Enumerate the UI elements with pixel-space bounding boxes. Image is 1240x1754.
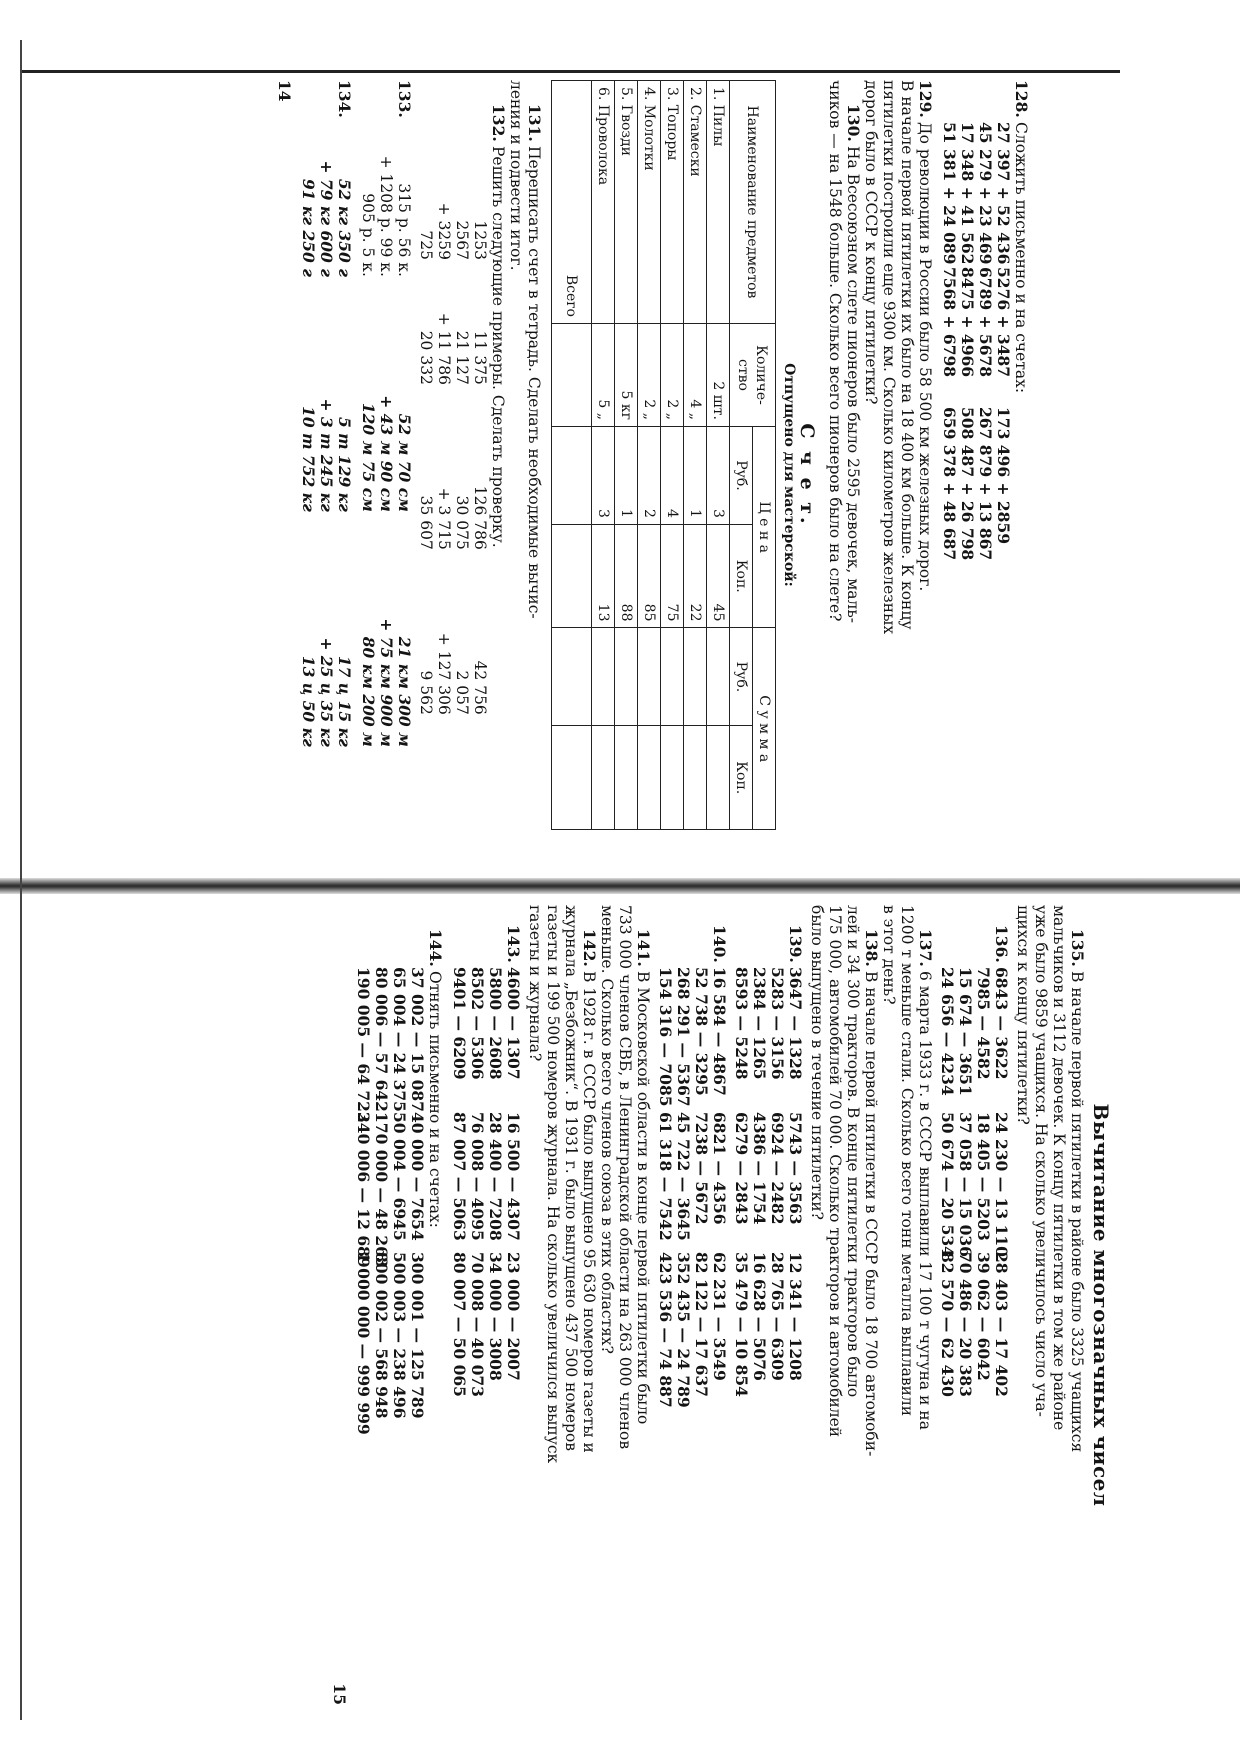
difference-item: 50 004 — 6945 — [390, 1112, 409, 1241]
difference-item: 50 674 — 20 534 — [938, 1112, 957, 1257]
table-row — [615, 81, 638, 830]
text-line: газеты и 199 500 номеров журнала. На сколько увеличился выпуск — [544, 905, 562, 1464]
operand: 13 ц 50 кг — [299, 655, 318, 747]
operand: 21 км 300 м — [395, 636, 414, 747]
text-line: В начале первой пятилетки их было на 18 400 км больше. К концу — [898, 80, 916, 630]
difference-item: 5800 — 2608 — [486, 967, 505, 1080]
difference-item: 62 231 — 3549 — [710, 1252, 729, 1381]
operand: + 11 786 — [435, 312, 453, 385]
difference-item: 8593 — 5248 — [732, 967, 751, 1080]
table-row — [684, 81, 707, 830]
item-qty: 2 „ — [638, 324, 661, 427]
operand: 52 кг 350 г — [335, 178, 354, 277]
header-sum: С у м м а — [753, 628, 776, 830]
item-kop: 85 — [638, 524, 661, 628]
right-page — [100, 905, 1113, 1705]
text-line: 6 марта 1933 г. в СССР выплавили 17 100 т чугуна и на — [916, 971, 934, 1430]
text-line: в этот день? — [880, 905, 898, 1005]
left-page — [70, 80, 1030, 870]
item-name: 5. Гвозди — [615, 81, 638, 324]
exercise-number: 142. — [580, 929, 599, 967]
exercise-number: 134. — [335, 80, 354, 118]
difference-item: 28 400 — 7208 — [486, 1112, 505, 1241]
difference-item: 5283 — 3156 — [768, 967, 787, 1080]
operand: + 79 кг 600 г — [317, 160, 336, 277]
operand: 5 т 129 кг — [335, 416, 354, 512]
exercise-139 — [732, 905, 804, 1705]
exercise-138 — [808, 905, 880, 1705]
difference-item: 2384 — 1265 — [750, 967, 769, 1080]
column — [417, 555, 489, 715]
operand: 80 км 200 м — [359, 636, 378, 747]
exercise-number: 141. — [634, 929, 653, 967]
sum-item: 45 279 + 23 469 — [976, 122, 995, 265]
text-line: В начале первой пятилетки в СССР было 18 700 автомоби- — [862, 971, 880, 1457]
item-name: 1. Пилы — [707, 81, 730, 324]
exercise-140 — [656, 905, 728, 1705]
header-name: Наименование предметов — [730, 81, 776, 324]
operand: 30 075 — [453, 495, 471, 550]
table-row — [661, 81, 684, 830]
exercise-number: 140. — [710, 925, 729, 963]
difference-item: 423 536 — 74 887 — [656, 1252, 675, 1408]
difference-item: 16 500 — 4307 — [504, 1112, 523, 1241]
item-rub: 3 — [592, 427, 615, 525]
item-name: 2. Стамески — [684, 81, 707, 324]
difference-item: 37 002 — 15 087 — [408, 967, 427, 1112]
text-line: 175 000, автомобилей 70 000. Сколько тракторов и автомобилей — [826, 905, 844, 1438]
page-number: 14 — [275, 80, 294, 102]
text-line: меньше. Сколько всего членов союза в этих областях? — [598, 905, 616, 1354]
empty-cell — [684, 628, 707, 726]
operand: 21 127 — [453, 330, 471, 385]
section-heading: Вычитание многозначных чисел — [1089, 1103, 1113, 1507]
header-kop: Коп. — [730, 524, 753, 628]
text-line: было выпущено в течение пятилетки? — [808, 905, 826, 1220]
difference-item: 15 674 — 3651 — [956, 967, 975, 1096]
exercise-number: 138. — [862, 929, 881, 967]
operand: + 25 ц 35 кг — [317, 637, 336, 747]
column — [359, 282, 413, 512]
empty-cell — [615, 726, 638, 830]
operand: 10 т 752 кг — [299, 406, 318, 512]
exercise-131 — [507, 80, 543, 870]
empty-cell — [661, 726, 684, 830]
exercise-129 — [862, 80, 934, 870]
empty-cell — [615, 628, 638, 726]
exercise-number: 144. — [426, 929, 445, 967]
table-row — [638, 81, 661, 830]
difference-item: 6843 — 3622 — [992, 967, 1011, 1080]
item-qty: 2 шт. — [707, 324, 730, 427]
exercise-number: 128. — [1012, 80, 1031, 118]
sum-item: 173 496 + 2859 — [994, 407, 1013, 545]
difference-item: 8502 — 5306 — [468, 967, 487, 1080]
text-line: лей и 34 300 тракторов. В конце пятилетки тракторов было — [844, 905, 862, 1398]
item-qty: 2 „ — [661, 324, 684, 427]
exercise-title: Отнять письменно и на счетах: — [426, 971, 444, 1228]
exercise-number: 136. — [992, 925, 1011, 963]
text-line: До революции в России было 58 500 км железных дорог. — [916, 122, 934, 592]
column — [417, 390, 489, 550]
item-rub: 1 — [684, 427, 707, 525]
text-line: ления и подвести итог. — [507, 80, 525, 271]
exercise-number: 130. — [844, 104, 863, 142]
operand: + 43 м 90 см — [377, 395, 396, 512]
exercise-136 — [938, 905, 1010, 1705]
sum-item: 267 879 + 13 867 — [976, 407, 995, 561]
item-rub: 4 — [661, 427, 684, 525]
total-label: Всего — [552, 81, 592, 324]
column — [299, 282, 353, 512]
difference-item: 12 341 — 1208 — [786, 1252, 805, 1381]
empty-cell — [552, 324, 592, 427]
item-kop: 45 — [707, 524, 730, 628]
difference-item: 34 000 — 3008 — [486, 1252, 505, 1381]
difference-item: 4600 — 1307 — [504, 967, 523, 1080]
exercise-134 — [299, 80, 353, 870]
empty-cell — [592, 726, 615, 830]
left-scan-edge — [20, 40, 22, 1720]
item-qty: 5 кг — [615, 324, 638, 427]
text-line: дорог было в СССР к концу пятилетки? — [862, 80, 880, 405]
difference-item: 500 003 — 238 496 — [390, 1252, 409, 1419]
bill-table — [551, 80, 776, 830]
sum-item: 508 487 + 26 798 — [958, 407, 977, 561]
exercise-number: 129. — [916, 80, 935, 118]
difference-item: 7238 — 5672 — [692, 1112, 711, 1225]
operand: 11 375 — [471, 330, 489, 385]
exercise-title: Решить следующие примеры. Сделать проверку. — [489, 146, 507, 548]
difference-item: 82 122 — 17 637 — [692, 1252, 711, 1397]
operand: + 3259 — [435, 202, 453, 260]
table-row-total — [552, 81, 592, 830]
text-line: 1200 т меньше стали. Сколько всего тонн металла выплавили — [898, 905, 916, 1417]
text-line: На Всесоюзном слете пионеров было 2595 девочек, маль- — [844, 146, 862, 624]
difference-item: 300 001 — 125 789 — [408, 1252, 427, 1419]
operand: 1253 — [471, 220, 489, 260]
empty-cell — [638, 628, 661, 726]
difference-item: 40 000 — 7654 — [408, 1112, 427, 1241]
bill-subtitle: Отпущено для мастерской: — [781, 363, 797, 587]
difference-item: 70 486 — 20 383 — [956, 1252, 975, 1397]
difference-item: 268 291 — 5367 — [674, 967, 693, 1107]
difference-item: 87 007 — 5063 — [450, 1112, 469, 1241]
difference-item: 24 656 — 4234 — [938, 967, 957, 1096]
sum-item: 6789 + 5678 — [976, 267, 995, 378]
item-name: 4. Молотки — [638, 81, 661, 324]
difference-item: 190 005 — 64 723 — [354, 967, 373, 1123]
empty-cell — [592, 628, 615, 726]
sum-item: 8475 + 4966 — [958, 267, 977, 378]
difference-item: 16 584 — 4867 — [710, 967, 729, 1096]
sum-item: 659 378 + 48 687 — [940, 407, 959, 561]
item-qty: 4 „ — [684, 324, 707, 427]
sum-item: 7568 + 6798 — [940, 267, 959, 378]
operand: + 3 715 — [435, 487, 453, 550]
item-kop: 88 — [615, 524, 638, 628]
item-rub: 1 — [615, 427, 638, 525]
header-kop: Коп. — [730, 726, 753, 830]
difference-item: 35 479 — 10 854 — [732, 1252, 751, 1397]
exercise-141 — [598, 905, 652, 1705]
exercise-144 — [354, 905, 444, 1705]
operand: 315 р. 56 к. — [395, 183, 413, 277]
difference-item: 9401 — 6209 — [450, 967, 469, 1080]
difference-item: 170 000 — 48 263 — [372, 1112, 391, 1268]
operand: 905 р. 5 к. — [359, 193, 377, 277]
column — [359, 517, 413, 747]
difference-item: 80 007 — 50 065 — [450, 1252, 469, 1397]
exercise-130 — [826, 80, 862, 870]
text-line: В Московской области в конце первой пятилетки было — [634, 971, 652, 1425]
column — [299, 517, 353, 747]
text-line: В начале первой пятилетки в районе было 3325 учащихся — [1068, 971, 1086, 1453]
text-line: В 1928 г. в СССР было выпущено 95 630 номеров газеты и — [580, 971, 598, 1453]
top-scan-edge — [20, 70, 1120, 73]
column — [417, 170, 489, 260]
operand: 2 057 — [453, 670, 471, 715]
difference-item: 3647 — 1328 — [786, 967, 805, 1080]
item-name: 3. Топоры — [661, 81, 684, 324]
exercise-135 — [1014, 905, 1086, 1705]
exercise-number: 143. — [504, 925, 523, 963]
difference-item: 45 722 — 3645 — [674, 1112, 693, 1241]
item-rub: 3 — [707, 427, 730, 525]
column — [299, 127, 353, 277]
difference-item: 37 058 — 15 036 — [956, 1112, 975, 1257]
empty-cell — [552, 427, 592, 525]
difference-item: 352 435 — 24 789 — [674, 1252, 693, 1408]
operand: + 75 км 900 м — [377, 618, 396, 747]
item-kop: 75 — [661, 524, 684, 628]
empty-cell — [707, 726, 730, 830]
text-line: чиков — на 1548 больше. Сколько всего пионеров было на слете? — [826, 80, 844, 622]
item-kop: 13 — [592, 524, 615, 628]
text-line: мальчиков и 3112 девочек. К концу пятилетки в том же районе — [1050, 905, 1068, 1431]
exercise-133 — [359, 80, 413, 870]
operand: 42 756 — [471, 660, 489, 715]
text-line: пятилетки построили еще 9300 км. Сколько километров железных — [880, 80, 898, 635]
difference-item: 1 000 000 — 999 999 — [354, 1252, 373, 1435]
difference-item: 52 738 — 3295 — [692, 967, 711, 1096]
empty-cell — [661, 628, 684, 726]
sum-item: 17 348 + 41 562 — [958, 122, 977, 265]
item-name: 6. Проволока — [592, 81, 615, 324]
difference-item: 240 006 — 12 689 — [354, 1112, 373, 1268]
difference-item: 61 318 — 7542 — [656, 1112, 675, 1241]
operand: + 1208 р. 99 к. — [377, 155, 395, 277]
exercise-143 — [450, 905, 522, 1705]
operand: + 3 т 245 кг — [317, 398, 336, 512]
empty-cell — [552, 726, 592, 830]
operand: 2567 — [453, 220, 471, 260]
exercise-142 — [526, 905, 598, 1705]
page-fold-shadow — [0, 878, 1240, 894]
exercise-title: Сложить письменно и на счетах: — [1012, 122, 1030, 394]
header-rub: Руб. — [730, 628, 753, 726]
difference-item: 70 008 — 40 073 — [468, 1252, 487, 1397]
header-price: Ц е н а — [753, 427, 776, 628]
empty-cell — [552, 628, 592, 726]
difference-item: 16 628 — 5076 — [750, 1252, 769, 1381]
text-line: уже было 9859 учащихся. На сколько увеличилось число уча- — [1032, 905, 1050, 1417]
header-rub: Руб. — [730, 427, 753, 525]
exercise-132 — [417, 80, 507, 870]
table-row — [707, 81, 730, 830]
difference-item: 800 002 — 568 948 — [372, 1252, 391, 1419]
difference-item: 76 008 — 4095 — [468, 1112, 487, 1241]
empty-cell — [638, 726, 661, 830]
exercise-number: 133. — [395, 80, 414, 118]
difference-item: 6924 — 2482 — [768, 1112, 787, 1225]
empty-cell — [707, 628, 730, 726]
text-line: газеты и журнала? — [526, 905, 544, 1062]
column — [417, 265, 489, 385]
exercise-137 — [880, 905, 934, 1705]
empty-cell — [552, 524, 592, 628]
difference-item: 5743 — 3563 — [786, 1112, 805, 1225]
sum-item: 27 397 + 52 436 — [994, 122, 1013, 265]
operand: 91 кг 250 г — [299, 178, 318, 277]
difference-item: 4386 — 1754 — [750, 1112, 769, 1225]
operand: 120 м 75 см — [359, 402, 378, 512]
page-number: 15 — [330, 1683, 349, 1705]
operand: 17 ц 15 кг — [335, 655, 354, 747]
difference-item: 6279 — 2843 — [732, 1112, 751, 1225]
difference-item: 82 570 — 62 430 — [938, 1252, 957, 1397]
bill-title: С ч е т. — [796, 423, 818, 527]
text-line: журнала „Безбожник“. В 1931 г. было выпущено 437 500 номеров — [562, 905, 580, 1452]
exercise-number: 132. — [489, 104, 508, 142]
exercise-128 — [940, 80, 1030, 870]
difference-item: 80 006 — 57 642 — [372, 967, 391, 1112]
difference-item: 6821 — 4356 — [710, 1112, 729, 1225]
exercise-number: 131. — [525, 104, 544, 142]
difference-item: 65 004 — 24 375 — [390, 967, 409, 1112]
difference-item: 28 403 — 17 402 — [992, 1252, 1011, 1397]
column — [359, 127, 413, 277]
operand: 126 786 — [471, 485, 489, 550]
exercise-number: 137. — [916, 929, 935, 967]
text-line: 733 000 членов СВБ, в Ленинградской области на 263 000 членов — [616, 905, 634, 1450]
text-line: Переписать счет в тетрадь. Сделать необходимые вычис- — [525, 146, 543, 619]
difference-item: 18 405 — 5203 — [974, 1112, 993, 1241]
header-qty: Количе- ство — [730, 324, 776, 427]
operand: 725 — [417, 230, 435, 260]
difference-item: 24 230 — 13 110 — [992, 1112, 1011, 1257]
difference-item: 154 316 — 7085 — [656, 967, 675, 1107]
operand: 35 607 — [417, 495, 435, 550]
item-qty: 5 „ — [592, 324, 615, 427]
sum-item: 5276 + 3487 — [994, 267, 1013, 378]
text-line: щихся к концу пятилетки? — [1014, 905, 1032, 1125]
sum-item: 51 381 + 24 089 — [940, 122, 959, 265]
item-rub: 2 — [638, 427, 661, 525]
bill — [551, 80, 816, 870]
operand: 52 м 70 см — [395, 413, 414, 512]
table-row — [592, 81, 615, 830]
empty-cell — [684, 726, 707, 830]
operand: + 127 306 — [435, 632, 453, 715]
exercise-number: 139. — [786, 925, 805, 963]
difference-item: 28 765 — 6309 — [768, 1252, 787, 1381]
difference-item: 39 062 — 6042 — [974, 1252, 993, 1381]
exercise-number: 135. — [1068, 929, 1087, 967]
difference-item: 7985 — 4582 — [974, 967, 993, 1080]
difference-item: 23 000 — 2007 — [504, 1252, 523, 1381]
operand: 20 332 — [417, 330, 435, 385]
operand: 9 562 — [417, 670, 435, 715]
item-kop: 22 — [684, 524, 707, 628]
